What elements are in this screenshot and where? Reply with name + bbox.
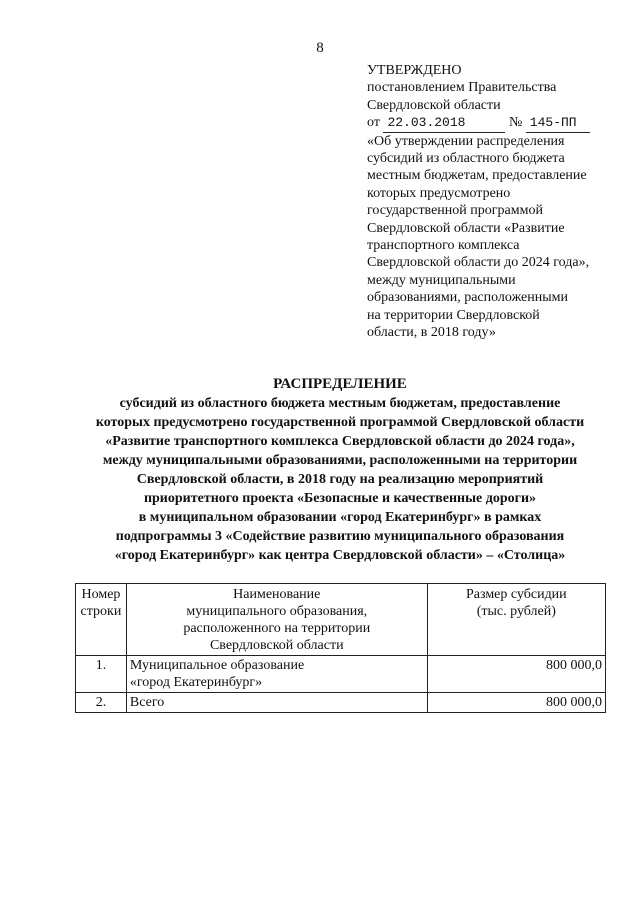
row-number: 2. <box>76 693 127 713</box>
approval-desc-line: образованиями, расположенными <box>367 290 569 306</box>
approval-desc-line: между муниципальными <box>367 272 516 288</box>
approval-desc-line: местным бюджетам, предоставление <box>367 168 587 184</box>
heading-line: субсидий из областного бюджета местным бюджетам, предоставление <box>119 396 561 411</box>
header-text: Наименование <box>233 587 321 602</box>
table-row <box>76 693 606 713</box>
row-name-line: «город Екатеринбург» <box>129 675 263 690</box>
heading-line: подпрограммы 3 «Содействие развитию муниципального образования <box>115 529 565 544</box>
table-header-row <box>76 584 606 656</box>
row-name-line: Муниципальное образование <box>129 658 305 673</box>
approval-line-1: постановлением Правительства <box>367 80 557 96</box>
heading-line: приоритетного проекта «Безопасные и качественные дороги» <box>143 491 537 506</box>
date-prefix: от <box>367 115 380 131</box>
heading-line: «город Екатеринбург» как центра Свердловской области» – «Столица» <box>114 548 566 563</box>
approval-number: 145-ПП <box>526 114 590 132</box>
number-prefix: № <box>508 115 523 131</box>
header-text: Номер <box>81 587 121 602</box>
approval-date: 22.03.2018 <box>383 114 505 132</box>
row-amount: 800 000,0 <box>427 693 605 713</box>
subsidy-table <box>75 583 606 713</box>
approval-block <box>367 62 617 342</box>
heading-line: Свердловской области, в 2018 году на реализацию мероприятий <box>136 472 544 487</box>
header-text: строки <box>80 604 122 619</box>
header-text: расположенного на территории <box>183 621 371 636</box>
approval-desc-line: Свердловской области до 2024 года», <box>367 255 590 271</box>
approval-desc-line: которых предусмотрено <box>367 185 511 201</box>
heading-line: в муниципальном образовании «город Екатеринбург» в рамках <box>138 510 542 525</box>
header-row-number <box>76 584 127 656</box>
heading-title: РАСПРЕДЕЛЕНИЕ <box>273 376 407 392</box>
header-text: (тыс. рублей) <box>476 604 556 619</box>
approval-desc-line: государственной программой <box>367 203 543 219</box>
row-name <box>126 656 427 693</box>
row-name-line: Всего <box>129 695 165 710</box>
approval-line-2: Свердловской области <box>367 97 501 113</box>
approval-desc-line: области, в 2018 году» <box>367 325 496 341</box>
header-subsidy-amount <box>427 584 605 656</box>
row-amount: 800 000,0 <box>427 656 605 693</box>
approval-desc-line: субсидий из областного бюджета <box>367 151 565 167</box>
page-number: 8 <box>316 40 324 56</box>
table-row <box>76 656 606 693</box>
heading-line: «Развитие транспортного комплекса Свердловской области до 2024 года», <box>105 434 575 449</box>
approval-date-line <box>367 114 617 132</box>
distribution-heading <box>60 375 620 565</box>
heading-line: между муниципальными образованиями, расположенными на территории <box>102 453 578 468</box>
row-name <box>126 693 427 713</box>
header-text: Размер субсидии <box>465 587 567 602</box>
row-number: 1. <box>76 656 127 693</box>
approval-title: УТВЕРЖДЕНО <box>367 63 462 78</box>
approval-desc-line: «Об утверждении распределения <box>367 133 565 149</box>
header-text: Свердловской области <box>209 638 344 653</box>
heading-line: которых предусмотрено государственной программой Свердловской области <box>95 415 585 430</box>
approval-desc-line: Свердловской области «Развитие <box>367 220 565 236</box>
approval-desc-line: на территории Свердловской <box>367 307 540 323</box>
header-municipality-name <box>126 584 427 656</box>
header-text: муниципального образования, <box>186 604 368 619</box>
approval-desc-line: транспортного комплекса <box>367 238 520 254</box>
